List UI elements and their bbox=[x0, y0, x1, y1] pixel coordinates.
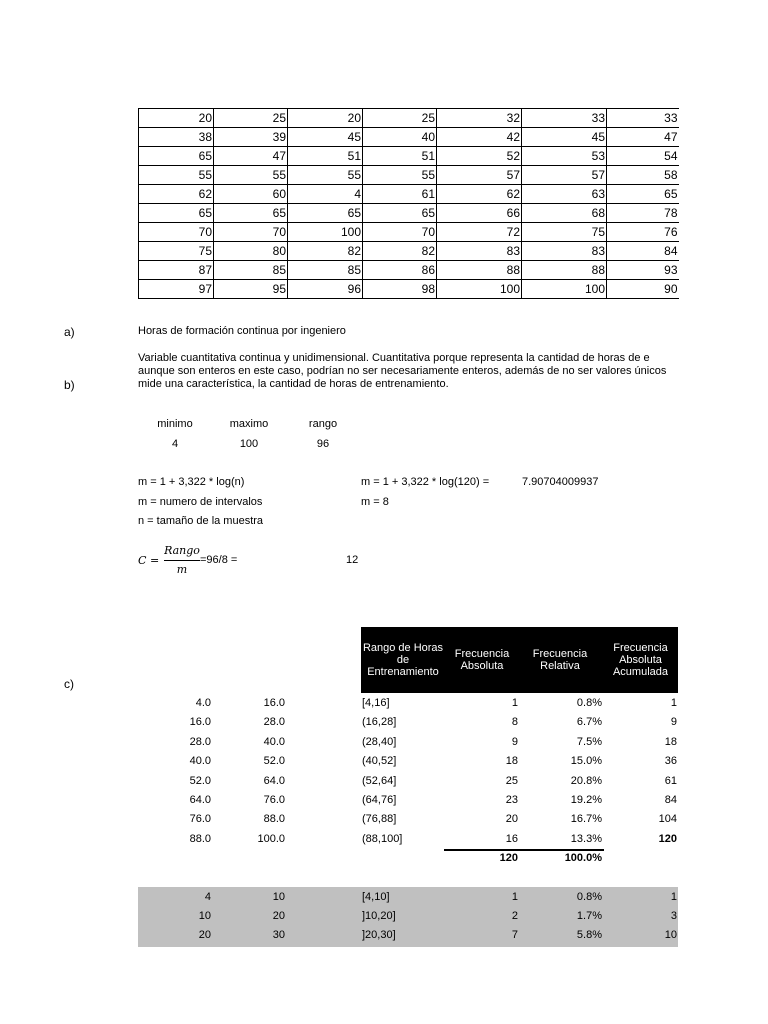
data-cell: 54 bbox=[607, 147, 679, 166]
interval-upper: 16.0 bbox=[263, 697, 285, 709]
hours-data-table bbox=[138, 108, 679, 299]
abs-frequency: 1 bbox=[511, 697, 518, 709]
data-cell: 65 bbox=[288, 204, 363, 223]
data-cell: 68 bbox=[522, 204, 607, 223]
alt-cum-frequency: 3 bbox=[670, 910, 677, 922]
data-cell: 70 bbox=[214, 223, 288, 242]
interval-upper: 100.0 bbox=[257, 832, 285, 845]
data-cell: 57 bbox=[522, 166, 607, 185]
alt-rel-frequency: 5.8% bbox=[576, 929, 602, 941]
alt-cum-frequency: 10 bbox=[664, 929, 677, 941]
rel-frequency: 20.8% bbox=[570, 774, 602, 787]
alt-interval-range: [4,10] bbox=[362, 891, 390, 903]
data-cell: 61 bbox=[363, 185, 437, 204]
interval-lower: 88.0 bbox=[189, 832, 211, 845]
data-cell: 84 bbox=[607, 242, 679, 261]
cum-frequency: 36 bbox=[664, 755, 677, 768]
header-range: Rango de Horas de Entrenamiento bbox=[362, 642, 444, 678]
data-cell: 100 bbox=[288, 223, 363, 242]
data-cell: 75 bbox=[139, 242, 214, 261]
data-cell: 60 bbox=[214, 185, 288, 204]
data-row bbox=[139, 109, 679, 128]
abs-frequency: 18 bbox=[505, 755, 518, 768]
interval-range: (88,100] bbox=[362, 832, 403, 845]
data-cell: 45 bbox=[522, 128, 607, 147]
interval-range: [4,16] bbox=[362, 697, 390, 709]
range-value: 96 bbox=[316, 438, 330, 450]
interval-range: (64,76] bbox=[362, 794, 397, 806]
rel-frequency: 0.8% bbox=[576, 697, 602, 709]
abs-frequency: 25 bbox=[505, 774, 518, 787]
data-cell: 20 bbox=[288, 109, 363, 128]
data-cell: 32 bbox=[437, 109, 522, 128]
data-cell: 51 bbox=[363, 147, 437, 166]
data-cell: 87 bbox=[139, 261, 214, 280]
interval-upper: 52.0 bbox=[263, 755, 285, 768]
data-cell: 47 bbox=[607, 128, 679, 147]
data-cell: 65 bbox=[214, 204, 288, 223]
data-cell: 51 bbox=[288, 147, 363, 166]
alt-abs-frequency: 1 bbox=[511, 891, 518, 903]
data-row bbox=[139, 280, 679, 299]
data-cell: 38 bbox=[139, 128, 214, 147]
data-cell: 53 bbox=[522, 147, 607, 166]
cum-frequency: 9 bbox=[670, 716, 677, 729]
alt-abs-frequency: 7 bbox=[511, 929, 518, 941]
alt-abs-frequency: 2 bbox=[511, 910, 518, 922]
data-cell: 52 bbox=[437, 147, 522, 166]
alt-interval-lower: 10 bbox=[198, 910, 211, 922]
data-cell: 98 bbox=[363, 280, 437, 299]
interval-range: (52,64] bbox=[362, 774, 397, 787]
data-cell: 58 bbox=[607, 166, 679, 185]
rel-frequency: 13.3% bbox=[570, 832, 602, 845]
data-cell: 83 bbox=[437, 242, 522, 261]
data-cell: 25 bbox=[214, 109, 288, 128]
data-cell: 47 bbox=[214, 147, 288, 166]
range-label: rango bbox=[308, 418, 338, 430]
alt-rel-frequency: 0.8% bbox=[576, 891, 602, 903]
data-cell: 95 bbox=[214, 280, 288, 299]
data-cell: 45 bbox=[288, 128, 363, 147]
data-cell: 93 bbox=[607, 261, 679, 280]
cum-frequency: 1 bbox=[670, 697, 677, 709]
interval-lower: 28.0 bbox=[189, 735, 211, 748]
data-cell: 65 bbox=[139, 204, 214, 223]
rel-frequency: 7.5% bbox=[576, 735, 602, 748]
data-cell: 85 bbox=[214, 261, 288, 280]
data-row bbox=[139, 204, 679, 223]
fraction-bar bbox=[164, 560, 200, 561]
abs-frequency: 20 bbox=[505, 813, 518, 826]
class-width-formula bbox=[138, 542, 268, 578]
interval-upper: 64.0 bbox=[263, 774, 285, 787]
m-result: m = 8 bbox=[361, 496, 389, 508]
abs-frequency: 23 bbox=[505, 794, 518, 806]
data-cell: 100 bbox=[437, 280, 522, 299]
interval-upper: 40.0 bbox=[263, 735, 285, 748]
interval-upper: 76.0 bbox=[263, 794, 285, 806]
n-definition: n = tamaño de la muestra bbox=[138, 515, 264, 527]
alt-interval-lower: 4 bbox=[204, 891, 211, 903]
data-cell: 65 bbox=[139, 147, 214, 166]
frequency-table-header bbox=[361, 627, 678, 693]
data-cell: 70 bbox=[139, 223, 214, 242]
cum-frequency: 120 bbox=[658, 832, 677, 845]
data-cell: 39 bbox=[214, 128, 288, 147]
alt-interval-range: ]10,20] bbox=[362, 910, 396, 922]
data-cell: 80 bbox=[214, 242, 288, 261]
data-cell: 65 bbox=[607, 185, 679, 204]
total-rel: 100.0% bbox=[564, 852, 602, 864]
data-row bbox=[139, 223, 679, 242]
data-cell: 85 bbox=[288, 261, 363, 280]
data-cell: 57 bbox=[437, 166, 522, 185]
rel-frequency: 15.0% bbox=[570, 755, 602, 768]
data-cell: 83 bbox=[522, 242, 607, 261]
header-rel-freq: Frecuencia Relativa bbox=[532, 648, 588, 672]
section-b-paragraph bbox=[138, 352, 678, 391]
data-row bbox=[139, 128, 679, 147]
alt-interval-range: ]20,30] bbox=[362, 929, 396, 941]
min-label: minimo bbox=[157, 418, 193, 430]
data-cell: 62 bbox=[437, 185, 522, 204]
cum-frequency: 104 bbox=[658, 813, 677, 826]
alt-interval-upper: 10 bbox=[272, 891, 285, 903]
equals-sign: = bbox=[150, 554, 160, 567]
class-width-value: 12 bbox=[346, 554, 359, 566]
section-b-line: mide una característica, la cantidad de horas de entrenamiento. bbox=[138, 378, 449, 390]
data-cell: 55 bbox=[288, 166, 363, 185]
class-width-rest: =96/8 = bbox=[200, 554, 238, 566]
sturges-formula: m = 1 + 3,322 * log(n) bbox=[138, 476, 245, 488]
data-cell: 88 bbox=[437, 261, 522, 280]
section-b-line: Variable cuantitativa continua y unidimensional. Cuantitativa porque representa la cantidad de horas de e bbox=[138, 352, 650, 364]
interval-upper: 88.0 bbox=[263, 813, 285, 826]
data-cell: 62 bbox=[139, 185, 214, 204]
total-abs: 120 bbox=[499, 852, 518, 864]
interval-range: (40,52] bbox=[362, 755, 397, 768]
data-cell: 96 bbox=[288, 280, 363, 299]
section-a-text: Horas de formación continua por ingeniero bbox=[138, 325, 346, 337]
data-cell: 88 bbox=[522, 261, 607, 280]
data-cell: 86 bbox=[363, 261, 437, 280]
data-cell: 82 bbox=[363, 242, 437, 261]
data-row bbox=[139, 242, 679, 261]
data-row bbox=[139, 261, 679, 280]
alt-interval-lower: 20 bbox=[198, 929, 211, 941]
rel-frequency: 16.7% bbox=[570, 813, 602, 826]
data-cell: 55 bbox=[214, 166, 288, 185]
m-definition: m = numero de intervalos bbox=[138, 496, 263, 508]
data-row bbox=[139, 185, 679, 204]
data-cell: 70 bbox=[363, 223, 437, 242]
data-row bbox=[139, 166, 679, 185]
data-cell: 40 bbox=[363, 128, 437, 147]
section-a-label: a) bbox=[64, 325, 75, 339]
data-cell: 4 bbox=[288, 185, 363, 204]
interval-upper: 28.0 bbox=[263, 716, 285, 729]
interval-lower: 64.0 bbox=[189, 794, 211, 806]
alt-rel-frequency: 1.7% bbox=[576, 910, 602, 922]
data-cell: 55 bbox=[363, 166, 437, 185]
alt-interval-upper: 20 bbox=[272, 910, 285, 922]
interval-range: (76,88] bbox=[362, 813, 397, 826]
data-cell: 75 bbox=[522, 223, 607, 242]
fraction-denominator: m bbox=[176, 563, 188, 576]
min-value: 4 bbox=[171, 438, 179, 450]
fraction-numerator: Rango bbox=[164, 544, 200, 557]
totals-rule bbox=[444, 849, 604, 851]
cum-frequency: 61 bbox=[664, 774, 677, 787]
data-cell: 20 bbox=[139, 109, 214, 128]
max-label: maximo bbox=[229, 418, 269, 430]
cum-frequency: 84 bbox=[664, 794, 677, 806]
data-cell: 90 bbox=[607, 280, 679, 299]
data-cell: 55 bbox=[139, 166, 214, 185]
data-cell: 25 bbox=[363, 109, 437, 128]
alt-interval-upper: 30 bbox=[272, 929, 285, 941]
section-c-label: c) bbox=[64, 677, 74, 691]
header-abs-freq: Frecuencia Absoluta bbox=[454, 648, 510, 672]
data-cell: 78 bbox=[607, 204, 679, 223]
interval-lower: 16.0 bbox=[189, 716, 211, 729]
abs-frequency: 16 bbox=[505, 832, 518, 845]
abs-frequency: 9 bbox=[511, 735, 518, 748]
data-cell: 100 bbox=[522, 280, 607, 299]
interval-lower: 4.0 bbox=[195, 697, 211, 709]
alt-cum-frequency: 1 bbox=[670, 891, 677, 903]
sturges-applied-value: 7.90704009937 bbox=[522, 476, 599, 488]
interval-lower: 52.0 bbox=[189, 774, 211, 787]
abs-frequency: 8 bbox=[511, 716, 518, 729]
data-cell: 76 bbox=[607, 223, 679, 242]
header-cum-freq: Frecuencia Absoluta Acumulada bbox=[612, 642, 669, 678]
rel-frequency: 6.7% bbox=[576, 716, 602, 729]
section-b-label: b) bbox=[64, 378, 75, 392]
cum-frequency: 18 bbox=[664, 735, 677, 748]
hours-data-body bbox=[139, 109, 679, 299]
data-cell: 33 bbox=[522, 109, 607, 128]
data-cell: 72 bbox=[437, 223, 522, 242]
interval-range: (16,28] bbox=[362, 716, 397, 729]
interval-lower: 76.0 bbox=[189, 813, 211, 826]
max-value: 100 bbox=[239, 438, 259, 450]
c-symbol: C bbox=[138, 554, 147, 567]
data-cell: 42 bbox=[437, 128, 522, 147]
data-cell: 65 bbox=[363, 204, 437, 223]
data-row bbox=[139, 147, 679, 166]
sturges-applied: m = 1 + 3,322 * log(120) = bbox=[361, 476, 490, 488]
data-cell: 33 bbox=[607, 109, 679, 128]
data-cell: 82 bbox=[288, 242, 363, 261]
rel-frequency: 19.2% bbox=[570, 794, 602, 806]
section-b-line: aunque son enteros en este caso, podrían no ser necesariamente enteros, además de no ser valores únicos bbox=[138, 365, 667, 377]
data-cell: 97 bbox=[139, 280, 214, 299]
interval-range: (28,40] bbox=[362, 735, 397, 748]
data-cell: 66 bbox=[437, 204, 522, 223]
data-cell: 63 bbox=[522, 185, 607, 204]
interval-lower: 40.0 bbox=[189, 755, 211, 768]
